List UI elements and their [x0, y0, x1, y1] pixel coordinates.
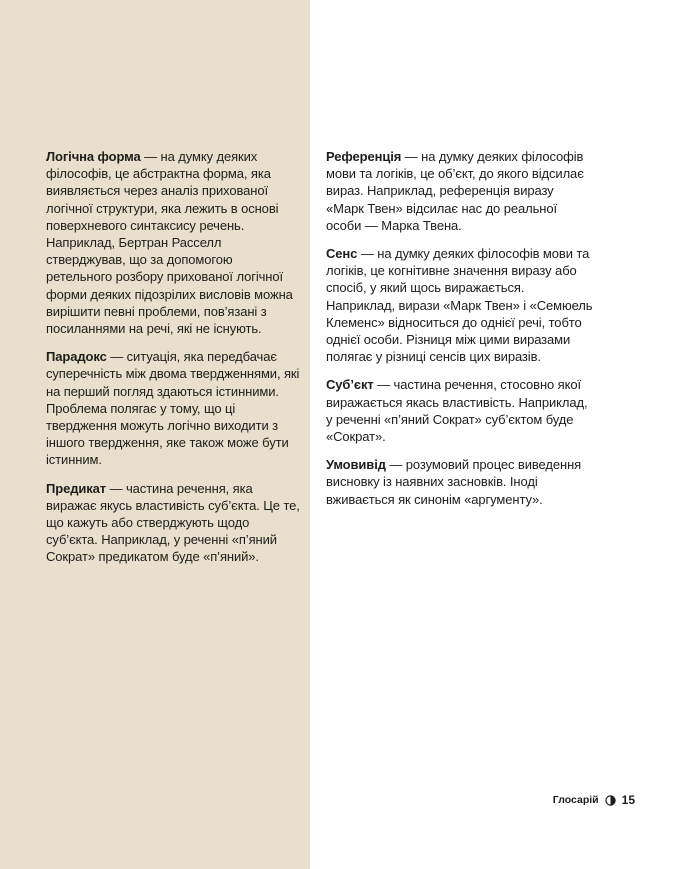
- glossary-entry: [326, 148, 594, 234]
- half-circle-icon: [605, 795, 616, 806]
- glossary-term: Парадокс: [46, 349, 107, 365]
- glossary-definition: — розумовий процес виведення висновку із наявних засновків. Іноді вживається як синонім «аргументу».: [326, 457, 582, 507]
- glossary-definition: — на думку деяких філософів мови та логіків, це когнітивне значення виразу або спосіб, у який щось виражається. Наприклад, вирази «Марк Твен» і «Семюель Клеменс» відноситься до однієї речі, тобто однієї особи. Різниця між цими виразами полягає у різниці сенсів цих виразів.: [326, 246, 593, 365]
- glossary-term: Сенс: [326, 246, 358, 262]
- glossary-entry: [46, 348, 302, 468]
- glossary-entry: [326, 376, 594, 445]
- glossary-term: Умовивід: [326, 457, 386, 473]
- glossary-column-right: [326, 148, 594, 519]
- section-label: Глосарій: [552, 794, 599, 806]
- glossary-entry: [46, 480, 302, 566]
- glossary-definition: — ситуація, яка передбачає суперечність між двома твердженнями, які на перший погляд здаються істинними. Проблема полягає у тому, що ці твердження можуть логічно виходити з іншого твердження, яке також може бути істинним.: [46, 349, 300, 468]
- glossary-entry: [326, 245, 594, 365]
- glossary-term: Логічна форма: [46, 149, 141, 164]
- glossary-term: Предикат: [46, 480, 107, 496]
- glossary-term: Референція: [326, 149, 402, 164]
- glossary-column-left: [46, 148, 302, 577]
- glossary-definition: — частина речення, яка виражає якусь властивість суб’єкта. Це те, що кажуть або стверджують щодо суб’єкта. Наприклад, у реченні «п’яний Сократ» предикатом буде «п’яний».: [46, 480, 300, 565]
- page-footer: [553, 793, 635, 807]
- glossary-entry: [326, 456, 594, 508]
- glossary-definition: — на думку деяких філософів мови та логіків, це об’єкт, до якого відсилає вираз. Наприклад, референція виразу «Марк Твен» відсилає нас до реальної особи — Марка Твена.: [326, 149, 584, 233]
- glossary-term: Суб’єкт: [326, 377, 374, 393]
- glossary-definition: — частина речення, стосовно якої виражається якась властивість. Наприклад, у реченні «п’яний Сократ» суб’єктом буде «Сократ».: [326, 377, 588, 445]
- glossary-entry: [46, 148, 302, 337]
- glossary-definition: — на думку деяких філософів, це абстрактна форма, яка виявляється через аналіз прихованої логічної структури, яка лежить в основі поверхневого синтаксису речень. Наприклад, Бертран Расселл стверджував, що за допомогою ретельного розбору прихованої логічної форми деяких підозрілих висловів можна вирішити певні проблеми, пов’язані з посиланнями на речі, які не існують.: [46, 149, 293, 337]
- page-number: 15: [621, 793, 635, 807]
